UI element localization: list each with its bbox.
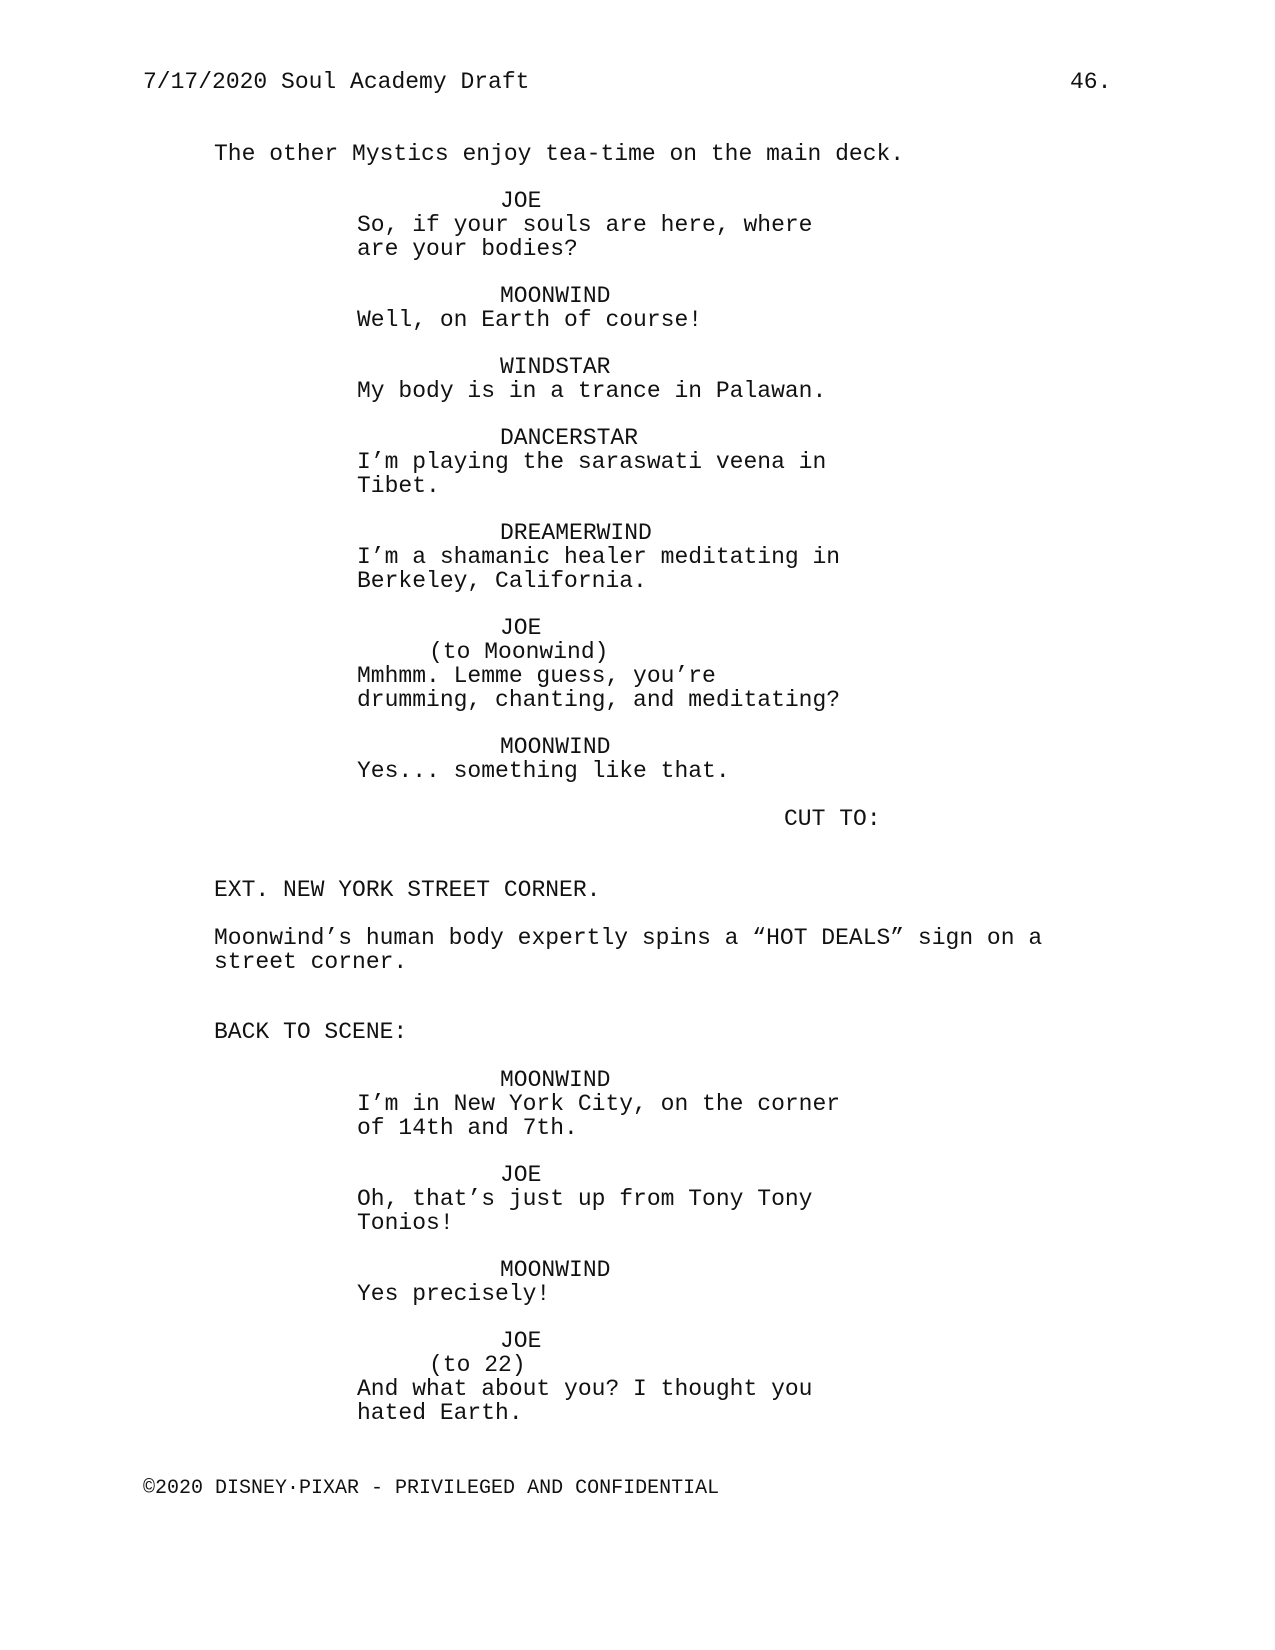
header-title: 7/17/2020 Soul Academy Draft: [143, 69, 530, 95]
dialogue-line: of 14th and 7th.: [357, 1115, 578, 1141]
dialogue-line: drumming, chanting, and meditating?: [357, 687, 841, 713]
character-cue: JOE: [500, 188, 542, 214]
action-line: The other Mystics enjoy tea-time on the main deck.: [214, 141, 905, 167]
character-cue: JOE: [500, 615, 542, 641]
dialogue-line: Yes... something like that.: [357, 758, 730, 784]
character-cue: MOONWIND: [500, 283, 611, 309]
page-number: 46.: [1070, 69, 1112, 95]
character-cue: MOONWIND: [500, 1257, 611, 1283]
character-cue: JOE: [500, 1328, 542, 1354]
dialogue-line: Well, on Earth of course!: [357, 307, 703, 333]
character-cue: DANCERSTAR: [500, 425, 639, 451]
transition: CUT TO:: [784, 806, 881, 832]
dialogue-line: are your bodies?: [357, 236, 578, 262]
character-cue: MOONWIND: [500, 1067, 611, 1093]
dialogue-line: Yes precisely!: [357, 1281, 551, 1307]
scene-heading: BACK TO SCENE:: [214, 1019, 408, 1045]
parenthetical: (to 22): [429, 1352, 526, 1378]
dialogue-line: Mmhmm. Lemme guess, you’re: [357, 663, 716, 689]
dialogue-line: And what about you? I thought you: [357, 1376, 813, 1402]
character-cue: DREAMERWIND: [500, 520, 652, 546]
dialogue-line: Tibet.: [357, 473, 440, 499]
character-cue: MOONWIND: [500, 734, 611, 760]
dialogue-line: Oh, that’s just up from Tony Tony: [357, 1186, 813, 1212]
parenthetical: (to Moonwind): [429, 639, 609, 665]
character-cue: WINDSTAR: [500, 354, 611, 380]
scene-heading: EXT. NEW YORK STREET CORNER.: [214, 877, 601, 903]
character-cue: JOE: [500, 1162, 542, 1188]
footer-copyright: ©2020 DISNEY·PIXAR - PRIVILEGED AND CONFIDENTIAL: [143, 1477, 720, 1500]
dialogue-line: Tonios!: [357, 1210, 454, 1236]
dialogue-line: hated Earth.: [357, 1400, 523, 1426]
dialogue-line: I’m playing the saraswati veena in: [357, 449, 827, 475]
action-line: street corner.: [214, 949, 408, 975]
dialogue-line: My body is in a trance in Palawan.: [357, 378, 827, 404]
action-line: Moonwind’s human body expertly spins a “HOT DEALS” sign on a: [214, 925, 1043, 951]
dialogue-line: I’m in New York City, on the corner: [357, 1091, 841, 1117]
dialogue-line: Berkeley, California.: [357, 568, 647, 594]
dialogue-line: I’m a shamanic healer meditating in: [357, 544, 841, 570]
dialogue-line: So, if your souls are here, where: [357, 212, 813, 238]
